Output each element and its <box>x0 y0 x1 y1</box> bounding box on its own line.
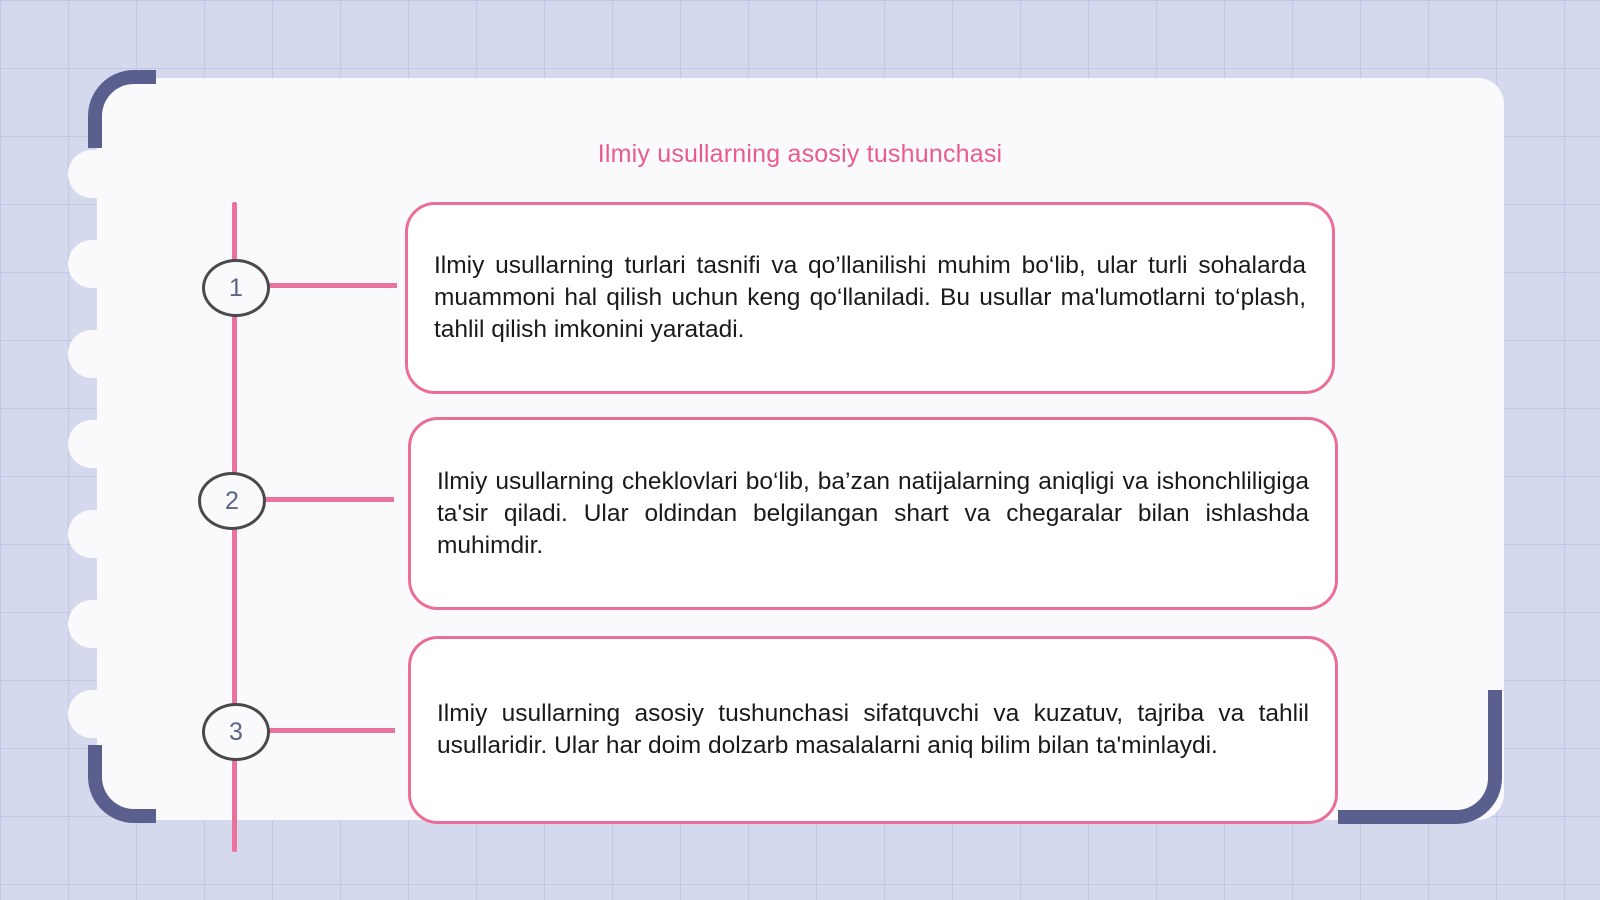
notebook-tab <box>68 690 126 738</box>
step-number-1: 1 <box>202 259 270 317</box>
text-box-1-content: Ilmiy usullarning turlari tasnifi va qo’llanilishi muhim bo‘lib, ular turli sohalarda muammoni hal qilish uchun keng qo‘llaniladi. Bu usullar ma'lumotlarni to‘plash, tahlil qilish imkonini yaratadi. <box>434 252 1306 343</box>
text-box-1 <box>405 202 1335 394</box>
frame-corner-bottom-left <box>88 745 156 823</box>
connector-line <box>262 497 394 502</box>
step-number-3: 3 <box>202 703 270 761</box>
frame-corner-top-left <box>88 70 156 148</box>
text-box-2-content: Ilmiy usullarning cheklovlari bo‘lib, ba’zan natijalarning aniqligi va ishonchliligiga ta'sir qiladi. Ular oldindan belgilangan shart va chegaralar bilan ishlashda muhimdir. <box>437 467 1309 559</box>
notebook-tab <box>68 330 126 378</box>
notebook-tab <box>68 600 126 648</box>
frame-corner-bottom-right <box>1338 690 1502 824</box>
notebook-tab <box>68 240 126 288</box>
text-box-3 <box>408 636 1338 824</box>
connector-line <box>265 283 397 288</box>
notebook-tab <box>68 510 126 558</box>
notebook-tab <box>68 420 126 468</box>
slide-title: Ilmiy usullarning asosiy tushunchasi <box>597 139 1003 168</box>
text-box-3-content: Ilmiy usullarning asosiy tushunchasi sifatquvchi va kuzatuv, tajriba va tahlil usullaridir. Ular har doim dolzarb masalalarni aniq bilim bilan ta'minlaydi. <box>437 700 1309 759</box>
connector-line <box>265 728 395 733</box>
text-box-2 <box>408 417 1338 610</box>
notebook-tab <box>68 150 126 198</box>
step-number-2: 2 <box>198 472 266 530</box>
